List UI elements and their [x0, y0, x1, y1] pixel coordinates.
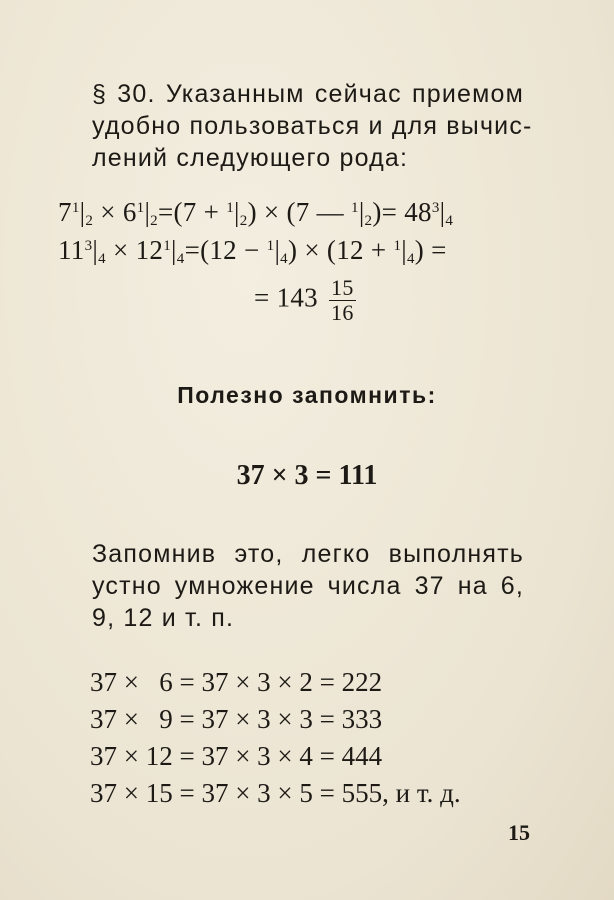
section-heading: Полезно запомнить: [177, 382, 437, 408]
example-row: 37 × 9 = 37 × 3 × 3 = 333 [90, 704, 383, 734]
explanation-line-3: 9, 12 и т. п. [92, 604, 235, 632]
explanation-line-1: Запомнив это, легко выполнять [92, 540, 524, 568]
formula-line-3: = 143 $\frac{15}{16}$ [254, 275, 354, 325]
key-fact-equation: 37 × 3 = 111 [236, 460, 378, 491]
intro-line-1: § 30. Указанным сейчас приемом [92, 80, 524, 108]
section-30-intro [92, 78, 533, 174]
explanation-line-2: устно умножение числа 37 на 6, [92, 572, 524, 600]
example-row: 37 × 6 = 37 × 3 × 2 = 222 [90, 667, 383, 697]
explanation-paragraph [92, 538, 524, 634]
example-row: 37 × 15 = 37 × 3 × 5 = 555, и т. д. [90, 778, 461, 808]
fraction-15-16: $\frac{15}{16}$ [331, 275, 354, 325]
intro-line-2: удобно пользоваться и для вычис- [92, 112, 533, 140]
intro-line-3: лений следующего рода: [92, 144, 409, 172]
multiplication-examples [90, 664, 530, 812]
page-number: 15 [508, 820, 530, 845]
example-row: 37 × 12 = 37 × 3 × 4 = 444 [90, 741, 383, 771]
formula-line-2: $11^3|_4 \times 12^1|_4=(12 - ^1|_4) \times (12 + ^1|_4)$ = [58, 235, 447, 267]
formula-line-1: $7^1|_2 \times 6^1|_2=(7 + ^1|_2) \times (7$ — $^1|_2)= 48^3|_4$ [58, 197, 454, 229]
